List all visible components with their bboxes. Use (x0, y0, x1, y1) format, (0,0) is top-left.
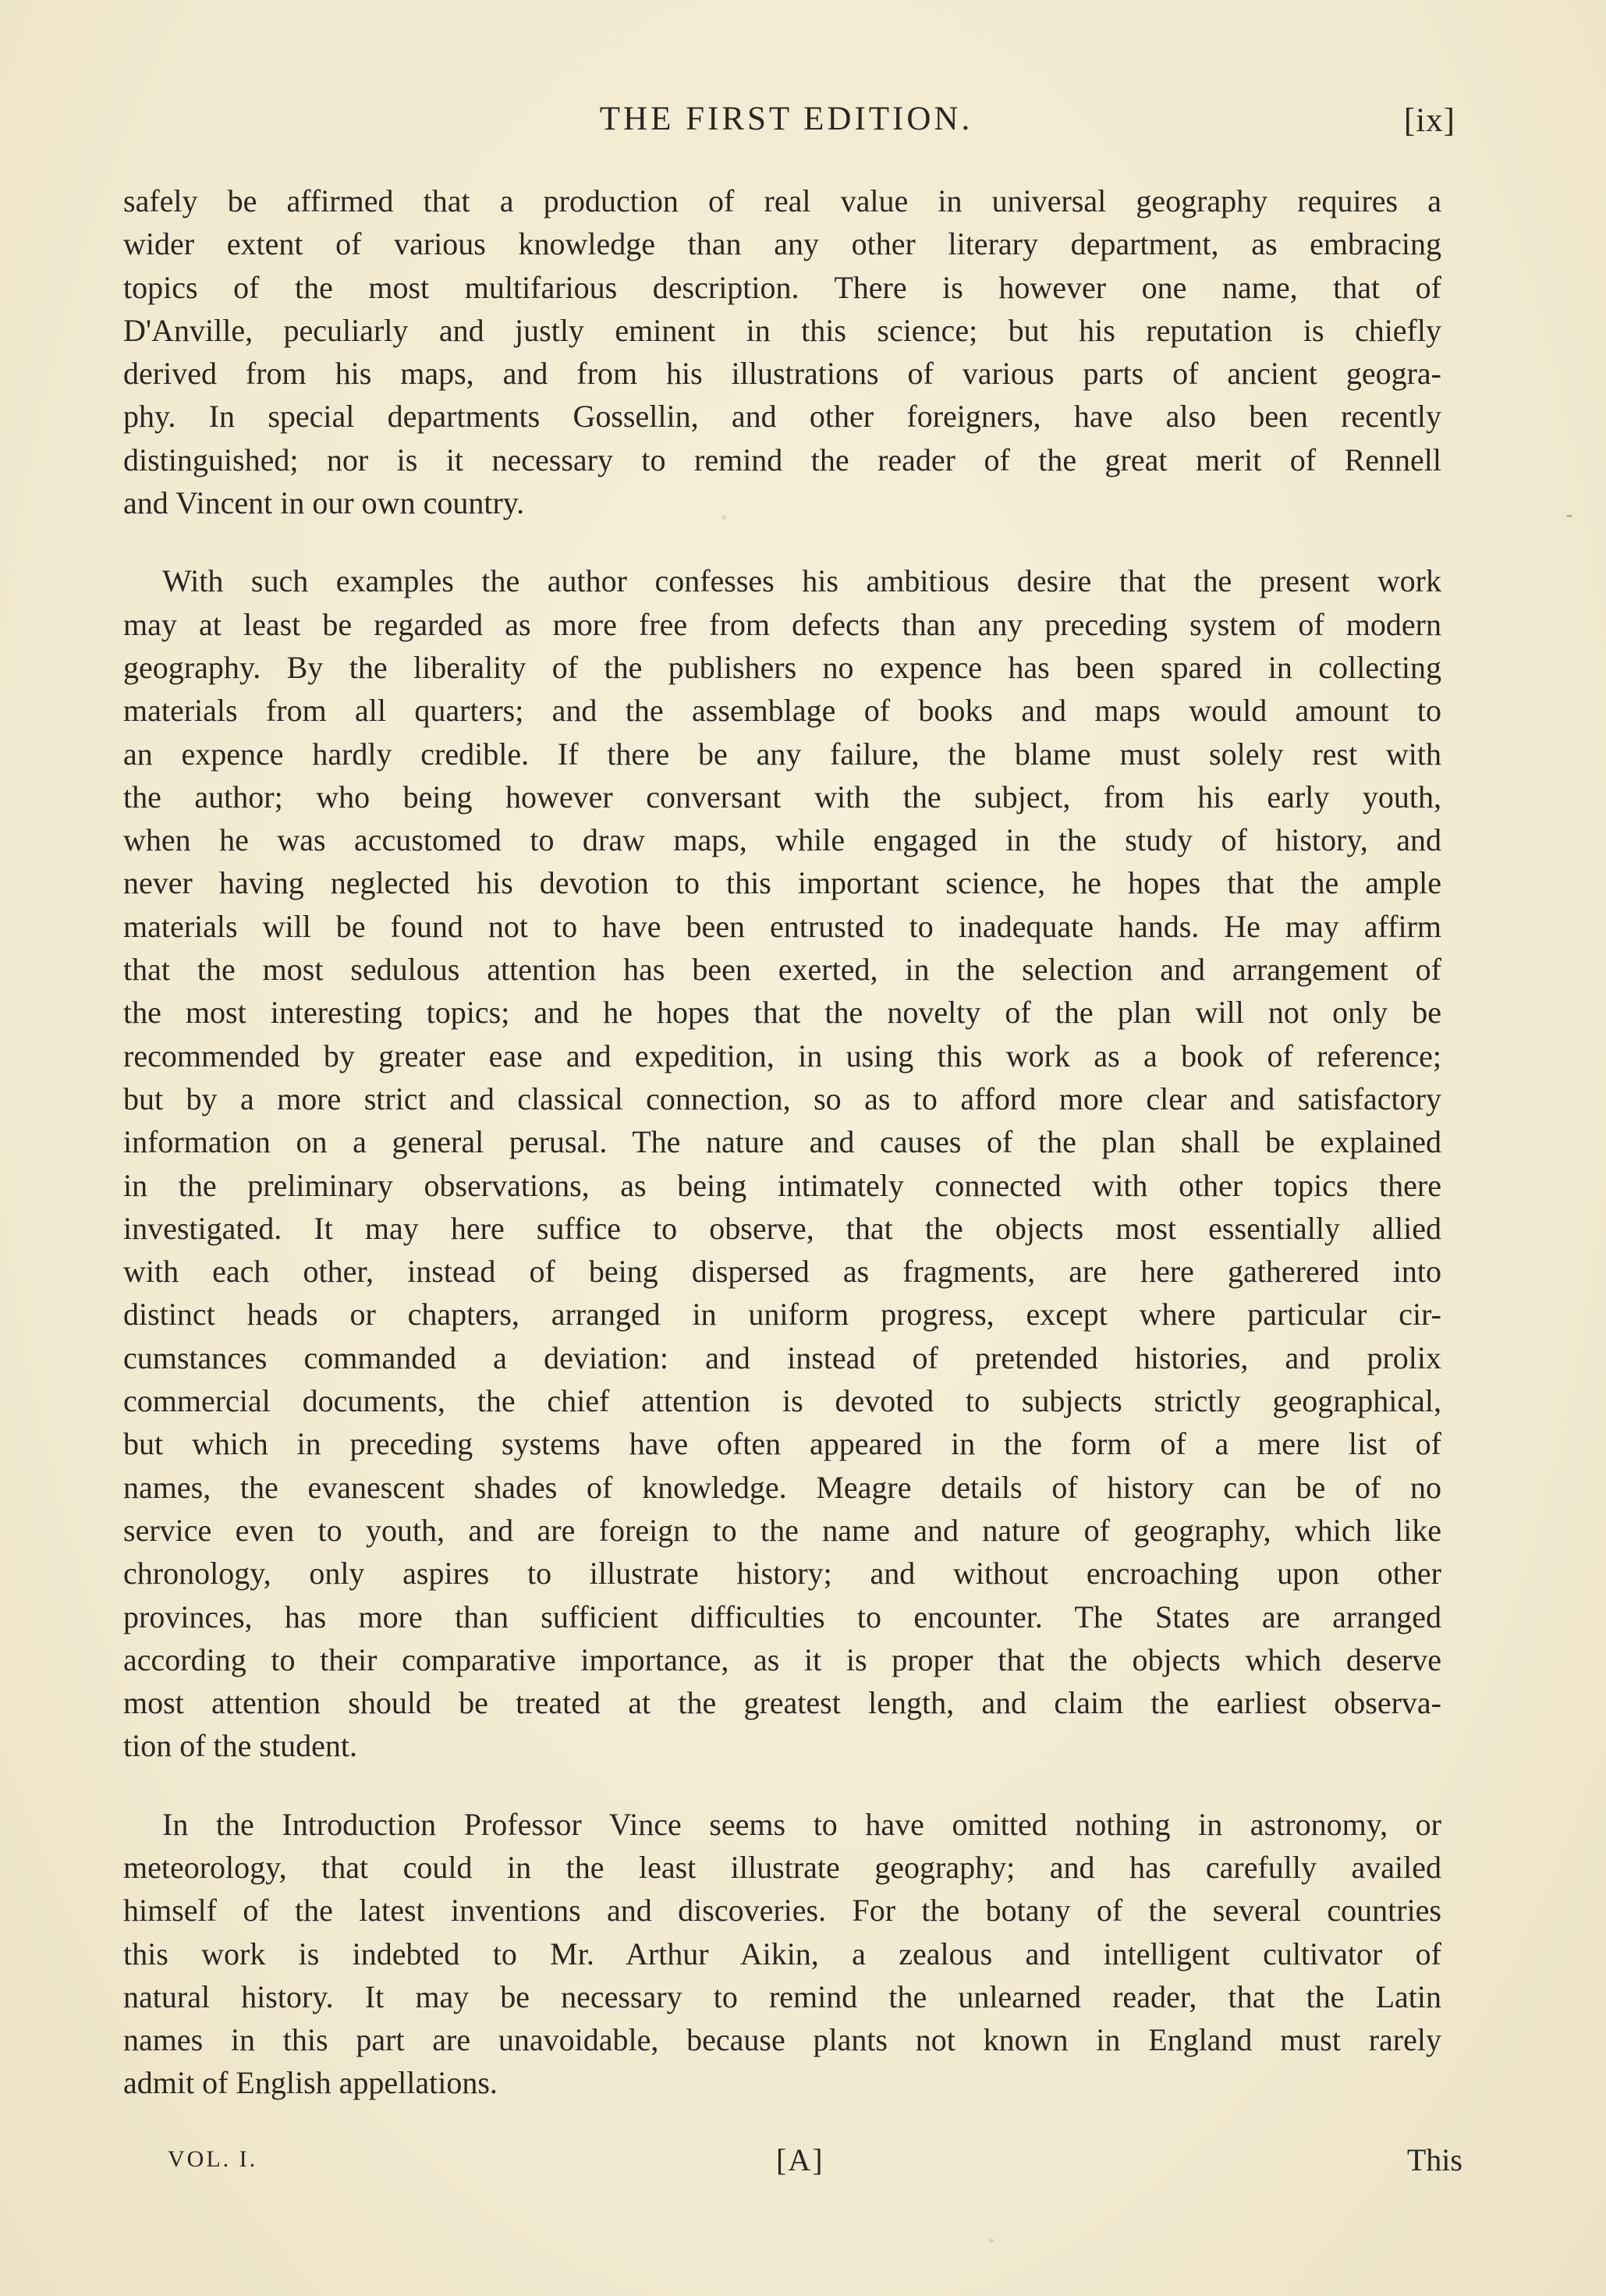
paragraph-1 (123, 179, 1441, 524)
paragraph-2 (123, 559, 1441, 1767)
page-footer (168, 2142, 1462, 2188)
volume-label: VOL. I. (168, 2146, 258, 2172)
text-line: provinces, has more than sufficient difficulties to encounter. The States are arranged (123, 1599, 1441, 1634)
text-line: never having neglected his devotion to this important science, he hopes that the ample (123, 865, 1441, 901)
text-line: topics of the most multifarious description. There is however one name, that of (123, 269, 1441, 305)
text-line: chronology, only aspires to illustrate history; and without encroaching upon other (123, 1556, 1441, 1592)
text-line: this work is indebted to Mr. Arthur Aikin, a zealous and intelligent cultivator of (123, 1936, 1441, 1971)
text-line: geography. By the liberality of the publishers no expence has been spared in collecting (123, 649, 1441, 685)
text-line: the most interesting topics; and he hopes that the novelty of the plan will not only be (123, 995, 1441, 1031)
text-line: safely be affirmed that a production of real value in universal geography requires a (123, 183, 1441, 218)
text-line: meteorology, that could in the least illustrate geography; and has carefully availed (123, 1849, 1441, 1885)
text-line: D'Anville, peculiarly and justly eminent in this science; but his reputation is chiefly (123, 312, 1441, 348)
signature-mark: [A] (776, 2142, 824, 2177)
paper-speck (989, 2239, 994, 2242)
text-line: investigated. It may here suffice to observe, that the objects most essentially allied (123, 1210, 1441, 1246)
text-line: names, the evanescent shades of knowledge. Meagre details of history can be of no (123, 1469, 1441, 1505)
text-line: but by a more strict and classical connection, so as to afford more clear and satisfactory (123, 1081, 1441, 1116)
text-line: tion of the student. (123, 1728, 357, 1764)
text-line: most attention should be treated at the greatest length, and claim the earliest observa- (123, 1685, 1441, 1721)
running-head (123, 100, 1455, 147)
page-number: [ix] (1403, 102, 1455, 139)
text-line: phy. In special departments Gossellin, and other foreigners, have also been recently (123, 399, 1441, 435)
text-line: when he was accustomed to draw maps, while engaged in the study of history, and (123, 822, 1441, 858)
text-line: and Vincent in our own country. (123, 485, 525, 521)
text-line: natural history. It may be necessary to remind the unlearned reader, that the Latin (123, 1978, 1441, 2014)
text-line: distinguished; nor is it necessary to remind the reader of the great merit of Rennell (123, 442, 1441, 477)
catchword: This (1406, 2142, 1462, 2177)
paragraph-3 (123, 1803, 1441, 2105)
text-line: information on a general perusal. The nature and causes of the plan shall be explained (123, 1124, 1441, 1160)
text-line: In the Introduction Professor Vince seems to have omitted nothing in astronomy, or (162, 1806, 1441, 1842)
text-line: an expence hardly credible. If there be any failure, the blame must solely rest with (123, 736, 1441, 772)
body-text (123, 179, 1441, 2105)
text-line: derived from his maps, and from his illustrations of various parts of ancient geogra- (123, 356, 1441, 392)
text-line: admit of English appellations. (123, 2065, 498, 2101)
text-line: recommended by greater ease and expedition, in using this work as a book of reference; (123, 1038, 1441, 1073)
paper-speck (721, 515, 726, 520)
text-line: that the most sedulous attention has been exerted, in the selection and arrangement of (123, 952, 1441, 988)
text-line: himself of the latest inventions and discoveries. For the botany of the several countries (123, 1893, 1441, 1929)
running-title: THE FIRST EDITION. (599, 101, 973, 137)
text-line: commercial documents, the chief attention is devoted to subjects strictly geographical, (123, 1383, 1441, 1419)
text-line: with each other, instead of being dispersed as fragments, are here gatherered into (123, 1254, 1441, 1290)
paper-speck (1566, 515, 1572, 517)
text-line: names in this part are unavoidable, because plants not known in England must rarely (123, 2022, 1441, 2058)
text-line: service even to youth, and are foreign to the name and nature of geography, which like (123, 1512, 1441, 1548)
text-line: may at least be regarded as more free from defects than any preceding system of modern (123, 606, 1441, 642)
text-line: according to their comparative importance, as it is proper that the objects which deserve (123, 1641, 1441, 1677)
text-line: distinct heads or chapters, arranged in uniform progress, except where particular cir- (123, 1297, 1441, 1333)
text-line: materials from all quarters; and the assemblage of books and maps would amount to (123, 693, 1441, 729)
text-line: materials will be found not to have been entrusted to inadequate hands. He may affirm (123, 908, 1441, 944)
text-line: cumstances commanded a deviation: and instead of pretended histories, and prolix (123, 1340, 1441, 1375)
text-line: With such examples the author confesses his ambitious desire that the present work (162, 563, 1441, 599)
text-line: wider extent of various knowledge than any other literary department, as embracing (123, 226, 1441, 262)
text-line: but which in preceding systems have often appeared in the form of a mere list of (123, 1426, 1441, 1462)
text-line: the author; who being however conversant with the subject, from his early youth, (123, 779, 1441, 814)
text-line: in the preliminary observations, as being intimately connected with other topics there (123, 1167, 1441, 1203)
